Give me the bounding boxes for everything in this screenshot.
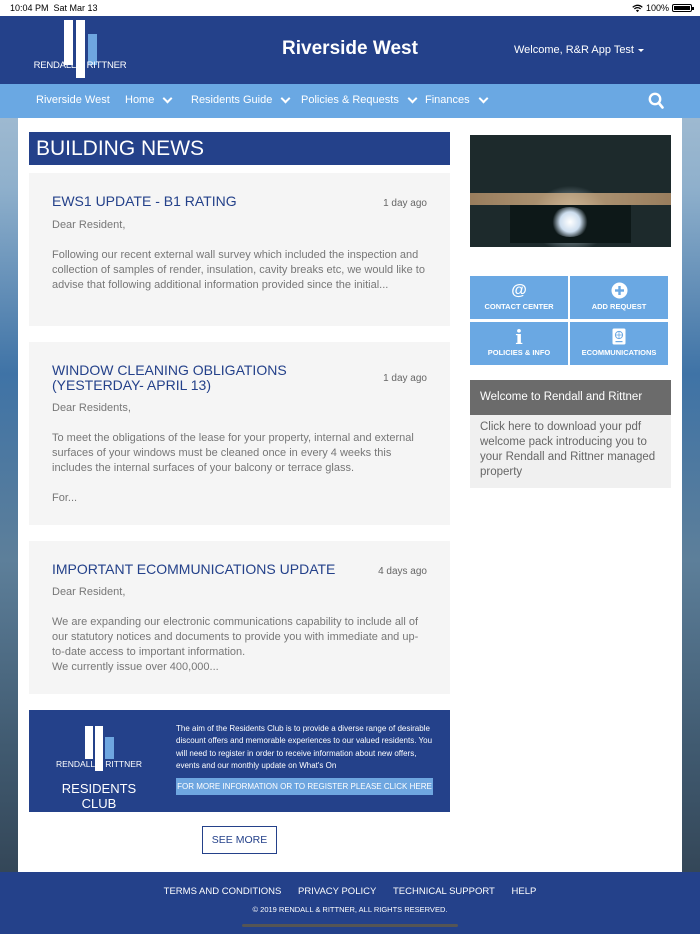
residents-club-register-button[interactable]: FOR MORE INFORMATION OR TO REGISTER PLEASE CLICK HERE xyxy=(176,778,433,795)
news-title[interactable]: WINDOW CLEANING OBLIGATIONS (YESTERDAY- APRIL 13) xyxy=(52,362,287,393)
battery-percent: 100% xyxy=(645,3,669,13)
technical-support-link[interactable]: TECHNICAL SUPPORT xyxy=(392,886,495,897)
caret-down-icon xyxy=(638,49,644,52)
rendall-rittner-logo[interactable]: RENDALL & RITTNER xyxy=(28,20,132,82)
search-icon[interactable] xyxy=(648,92,664,110)
welcome-pack-download-link[interactable]: Click here to download your pdf welcome pack introducing you to your Rendall and Rittner managed property xyxy=(470,415,671,488)
building-news-heading: BUILDING NEWS xyxy=(29,132,450,165)
nav-item-riverside-west[interactable]: Riverside West xyxy=(36,94,110,106)
news-card[interactable] xyxy=(29,173,450,326)
nav-item-residents-guide[interactable]: Residents Guide xyxy=(191,94,289,106)
site-footer xyxy=(0,872,700,934)
news-title[interactable]: IMPORTANT ECOMMUNICATIONS UPDATE xyxy=(52,561,336,577)
wifi-icon xyxy=(632,4,643,13)
news-more: We currently issue over 400,000... xyxy=(52,661,219,673)
plus-circle-icon xyxy=(570,282,668,300)
news-greeting: Dear Resident, xyxy=(52,586,126,598)
add-request-tile[interactable]: ADD REQUEST xyxy=(570,276,668,319)
property-title: Riverside West xyxy=(282,38,418,59)
status-bar xyxy=(0,0,700,16)
info-icon: i xyxy=(515,325,523,349)
contact-center-tile[interactable]: @ CONTACT CENTER xyxy=(470,276,568,319)
chevron-down-icon xyxy=(163,93,173,103)
welcome-pack-box[interactable] xyxy=(470,380,671,488)
news-card[interactable] xyxy=(29,342,450,525)
welcome-box-title: Welcome to Rendall and Rittner xyxy=(470,380,671,415)
news-date: 4 days ago xyxy=(378,566,427,577)
nav-item-finances[interactable]: Finances xyxy=(425,94,487,106)
news-title[interactable]: EWS1 UPDATE - B1 RATING xyxy=(52,193,237,209)
user-menu[interactable]: Welcome, R&R App Test xyxy=(514,44,644,56)
terms-link[interactable]: TERMS AND CONDITIONS xyxy=(163,886,282,897)
main-content xyxy=(18,118,682,872)
privacy-link[interactable]: PRIVACY POLICY xyxy=(298,886,377,897)
help-link[interactable]: HELP xyxy=(511,886,537,897)
news-excerpt: Following our recent external wall survey which included the inspection and collection of samples of render, insulation, cavity breaks etc, we would like to advise that following additional information provided since the initial... xyxy=(52,249,425,291)
news-excerpt: We are expanding our electronic communications capability to include all of our statutory notices and documents to provide you with immediate and up-to-date access to important information. xyxy=(52,616,419,658)
nav-item-policies-requests[interactable]: Policies & Requests xyxy=(301,94,416,106)
chevron-down-icon xyxy=(478,93,488,103)
main-nav xyxy=(0,84,700,118)
residents-club-logo: RENDALL & RITTNER RESIDENTS CLUB xyxy=(47,726,147,796)
status-time: 10:04 PM Sat Mar 13 xyxy=(10,3,98,13)
residents-club-banner[interactable] xyxy=(29,710,450,812)
news-excerpt: To meet the obligations of the lease for your property, internal and external surfaces of your windows must be cleaned once in every 4 weeks this includes the internal surfaces of your balcony or terrace glass. xyxy=(52,432,414,474)
news-date: 1 day ago xyxy=(383,198,427,209)
footer-links xyxy=(0,886,700,897)
news-card[interactable] xyxy=(29,541,450,694)
policies-info-tile[interactable]: i POLICIES & INFO xyxy=(470,322,568,365)
see-more-button[interactable]: SEE MORE xyxy=(202,826,277,854)
news-greeting: Dear Residents, xyxy=(52,402,131,414)
site-header xyxy=(0,16,700,84)
copyright: © 2019 RENDALL & RITTNER, ALL RIGHTS RESERVED. xyxy=(252,905,448,914)
chevron-down-icon xyxy=(407,93,417,103)
news-more: For... xyxy=(52,492,78,504)
at-icon: @ xyxy=(511,282,527,299)
nav-item-home[interactable]: Home xyxy=(125,94,171,106)
chevron-down-icon xyxy=(281,93,291,103)
battery-icon xyxy=(672,4,692,12)
news-greeting: Dear Resident, xyxy=(52,219,126,231)
home-indicator[interactable] xyxy=(242,924,458,927)
status-right xyxy=(632,3,692,13)
residents-club-description: The aim of the Residents Club is to provide a diverse range of desirable discount offers and memorable experiences to our valued residents. You will need to register in order to receive information about new offers, events and our monthly update on What's On xyxy=(176,724,433,770)
news-date: 1 day ago xyxy=(383,373,427,384)
ecommunications-tile[interactable]: ECOMMUNICATIONS xyxy=(570,322,668,365)
passport-icon xyxy=(570,328,668,346)
property-photo xyxy=(470,135,671,247)
